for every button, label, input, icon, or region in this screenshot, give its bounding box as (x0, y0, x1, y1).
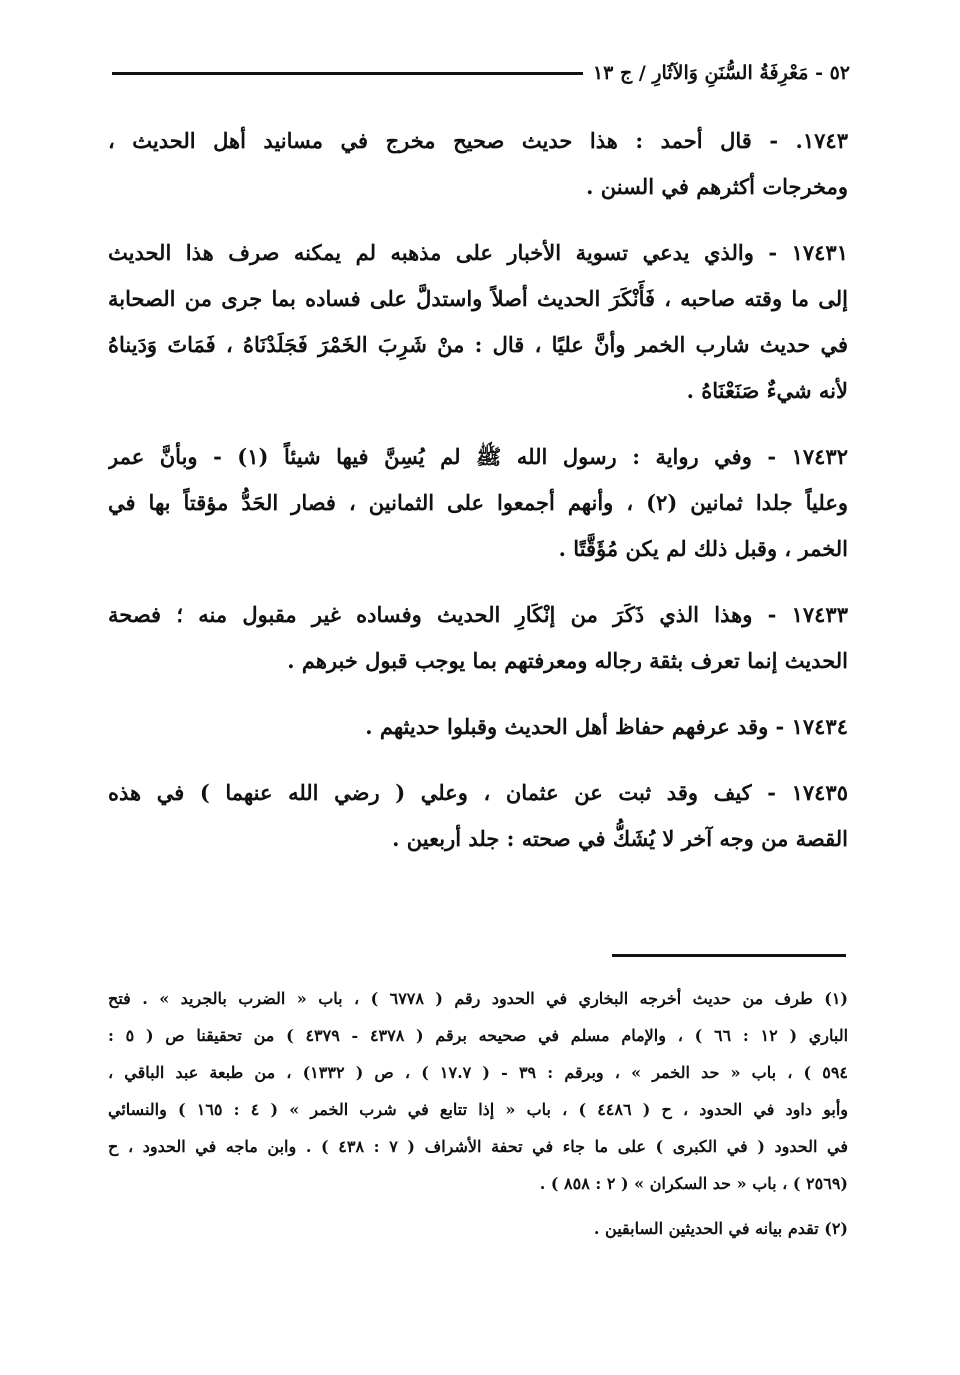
paragraph (108, 230, 848, 414)
paragraph (108, 434, 848, 572)
text-line: ١٧٤٣٤ - وقد عرفهم حفاظ أهل الحديث وقبلوا حديثهم . (365, 714, 848, 739)
text-line: إلى ما وقته صاحبه ، فَأَنْكَرَ الحديث أصلاً واستدلَّ على فساده بما جرى من الصحابة (108, 286, 848, 311)
text-line: الخمر ، وقبل ذلك لم يكن مُؤَقَّتًا . (558, 536, 848, 561)
text-line: القصة من وجه آخر لا يُشَكُّ في صحته : جلد أربعين . (392, 826, 848, 851)
text-line: في الحدود ( في الكبرى ) على ما جاء في تحفة الأشراف ( ٧ : ٤٣٨ ) . وابن ماجه في الحدود ، ح (108, 1137, 848, 1156)
footnotes (108, 980, 848, 1247)
paragraph (108, 592, 848, 684)
paragraph (108, 770, 848, 862)
text-line: (١) طرف من حديث أخرجه البخاري في الحدود رقم ( ٦٧٧٨ ) ، باب « الضرب بالجريد » . فتح (108, 989, 848, 1008)
paragraph (108, 118, 848, 210)
text-line: ١٧٤٣١ - والذي يدعي تسوية الأخبار على مذهبه لم يمكنه صرف هذا الحديث (108, 240, 848, 265)
text-line: ١٧٤٣٣ - وهذا الذي ذَكَرَ من إنْكَارِ الحديث وفساده غير مقبول منه ؛ فصحة (108, 602, 848, 627)
text-line: وعلياً جلدا ثمانين (٢) ، وأنهم أجمعوا على الثمانين ، فصار الحَدُّ مؤقتاً بها في (108, 490, 848, 515)
text-line: وأبو داود في الحدود ، ح ( ٤٤٨٦ ) ، باب « إذا تتابع في شرب الخمر » ( ٤ : ١٦٥ ) والنسائي (108, 1100, 848, 1119)
text-line: ٥٩٤ ) ، باب « حد الخمر » ، وبرقم : ٣٩ - ( ١٧.٧ ) ، ص ( ١٣٣٢) ، من طبعة عبد الباقي ، (108, 1063, 848, 1082)
footnote (108, 1210, 848, 1247)
footnote-separator (612, 954, 846, 957)
text-line: ومخرجات أكثرهم في السنن . (586, 174, 848, 199)
text-line: ١٧٤٣٢ - وفي رواية : رسول الله ﷺ لم يُسِنَّ فيها شيئاً (١) - وبأنَّ عمر (108, 444, 848, 469)
text-line: الحديث إنما تعرف بثقة رجاله ومعرفتهم بما يوجب قبول خبرهم . (287, 648, 848, 673)
header-title: ٥٢ - مَعْرِفَةُ السُّنَنِ وَالآثَارِ / ج ١٣ (592, 62, 850, 84)
text-line: ١٧٤٣. - قال أحمد : هذا حديث صحيح مخرج في مسانيد أهل الحديث ، (108, 128, 848, 153)
header-rule (112, 72, 583, 75)
text-line: (٢) تقدم بيانه في الحديثين السابقين . (593, 1219, 848, 1238)
text-line: (٢٥٦٩ ) ، باب « حد السكران » ( ٢ : ٨٥٨ ) . (539, 1174, 848, 1193)
running-header (112, 58, 850, 88)
text-line: ١٧٤٣٥ - كيف وقد ثبت عن عثمان ، وعلي ( رضي الله عنهما ) في هذه (108, 780, 848, 805)
text-line: الباري ( ١٢ : ٦٦ ) ، والإمام مسلم في صحيحه برقم ( ٤٣٧٨ - ٤٣٧٩ ) من تحقيقنا ص ( ٥ : (108, 1026, 848, 1045)
text-line: لأنه شيءٌ صَنَعْنَاهُ . (686, 378, 848, 403)
main-text (108, 118, 848, 882)
text-line: في حديث شارب الخمر وأنَّ عليًا ، قال : منْ شَرِبَ الخَمْرَ فَجَلَدْنَاهُ ، فَمَاتَ وَدَيناهُ (108, 332, 848, 357)
footnote (108, 980, 848, 1202)
paragraph (108, 704, 848, 750)
